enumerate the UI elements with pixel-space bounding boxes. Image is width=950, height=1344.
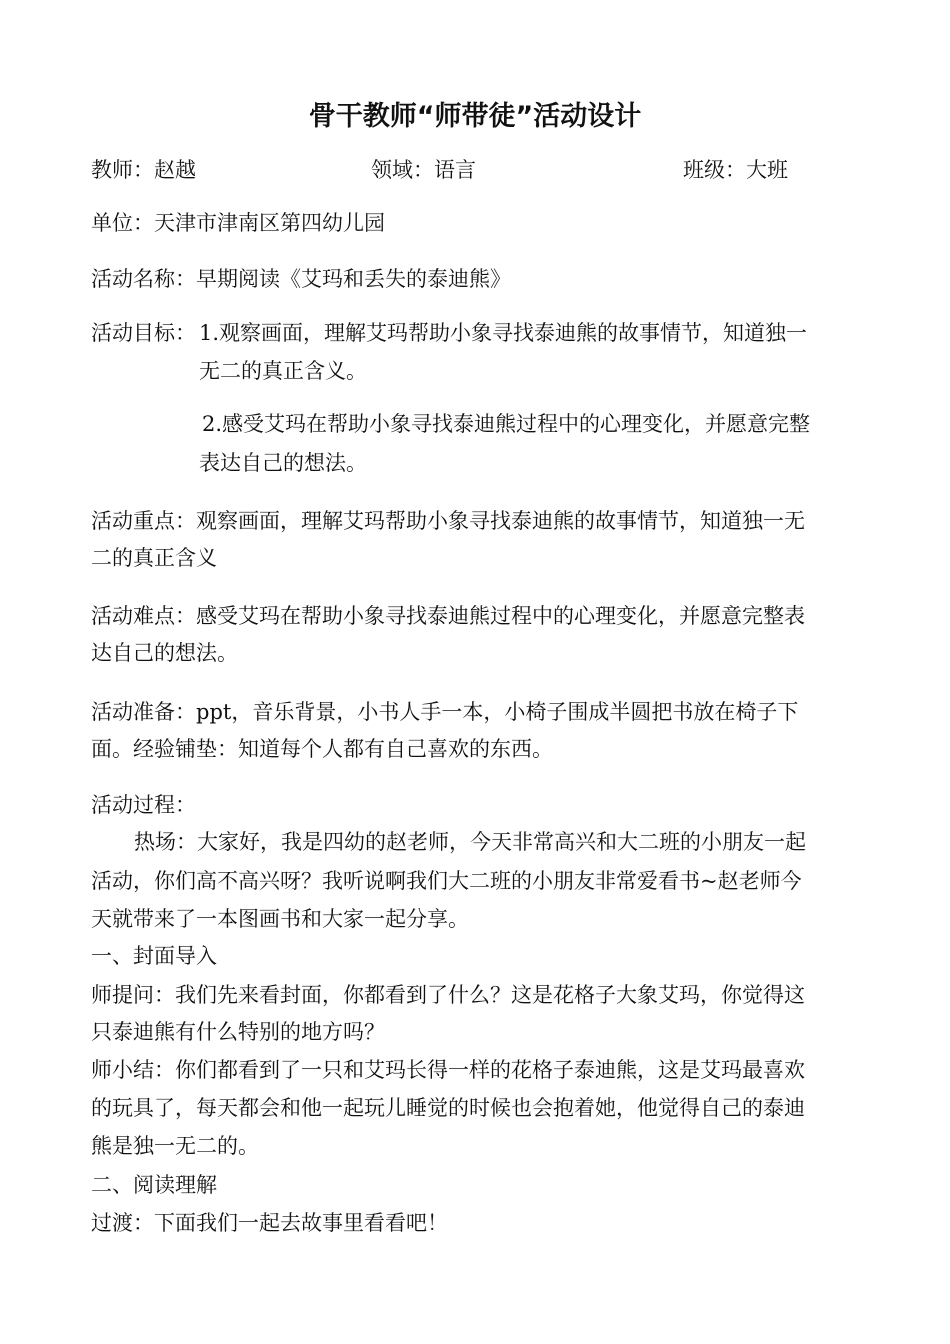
process-label: 活动过程： <box>91 793 196 817</box>
warmup-line-3: 天就带来了一本图画书和大家一起分享。 <box>91 907 469 931</box>
section-heading-reading: 二、阅读理解 <box>91 1173 217 1197</box>
difficulty-line-2: 达自己的想法。 <box>91 641 238 665</box>
transition-line: 过渡：下面我们一起去故事里看看吧！ <box>91 1211 448 1235</box>
warmup-line-1: 热场：大家好，我是四幼的赵老师，今天非常高兴和大二班的小朋友一起 <box>134 830 806 854</box>
page-title: 骨干教师“师带徒”活动设计 <box>308 101 642 132</box>
section-heading-cover: 一、封面导入 <box>91 944 217 968</box>
difficulty-line-1: 活动难点：感受艾玛在帮助小象寻找泰迪熊过程中的心理变化，并愿意完整表 <box>91 604 805 628</box>
goal-2-line-1: 2.感受艾玛在帮助小象寻找泰迪熊过程中的心理变化，并愿意完整 <box>202 412 811 436</box>
key-point-line-1: 活动重点：观察画面，理解艾玛帮助小象寻找泰迪熊的故事情节，知道独一无 <box>91 509 805 533</box>
teacher-field: 教师：赵越 <box>91 158 196 182</box>
goal-2-line-2: 表达自己的想法。 <box>199 451 367 475</box>
preparation-line-1: 活动准备：ppt，音乐背景，小书人手一本，小椅子围成半圆把书放在椅子下 <box>91 700 799 724</box>
domain-field: 领域：语言 <box>371 158 476 182</box>
key-point-line-2: 二的真正含义 <box>91 546 217 570</box>
unit-field: 单位：天津市津南区第四幼儿园 <box>91 211 385 235</box>
question-line-2: 只泰迪熊有什么特别的地方吗？ <box>91 1020 385 1044</box>
activity-name: 活动名称：早期阅读《艾玛和丢失的泰迪熊》 <box>91 267 511 291</box>
question-line-1: 师提问：我们先来看封面，你都看到了什么？这是花格子大象艾玛，你觉得这 <box>91 983 805 1007</box>
goal-1-line-1: 1.观察画面，理解艾玛帮助小象寻找泰迪熊的故事情节，知道独一 <box>199 321 808 345</box>
summary-line-2: 的玩具了，每天都会和他一起玩儿睡觉的时候也会抱着她，他觉得自己的泰迪 <box>91 1096 805 1120</box>
summary-line-3: 熊是独一无二的。 <box>91 1134 259 1158</box>
warmup-line-2: 活动，你们高不高兴呀？我听说啊我们大二班的小朋友非常爱看书~赵老师今 <box>91 869 802 893</box>
class-field: 班级：大班 <box>683 158 788 182</box>
summary-line-1: 师小结：你们都看到了一只和艾玛长得一样的花格子泰迪熊，这是艾玛最喜欢 <box>91 1058 805 1082</box>
preparation-line-2: 面。经验铺垫：知道每个人都有自己喜欢的东西。 <box>91 737 553 761</box>
goal-1-line-2: 无二的真正含义。 <box>199 359 367 383</box>
goals-label: 活动目标： <box>91 321 196 345</box>
